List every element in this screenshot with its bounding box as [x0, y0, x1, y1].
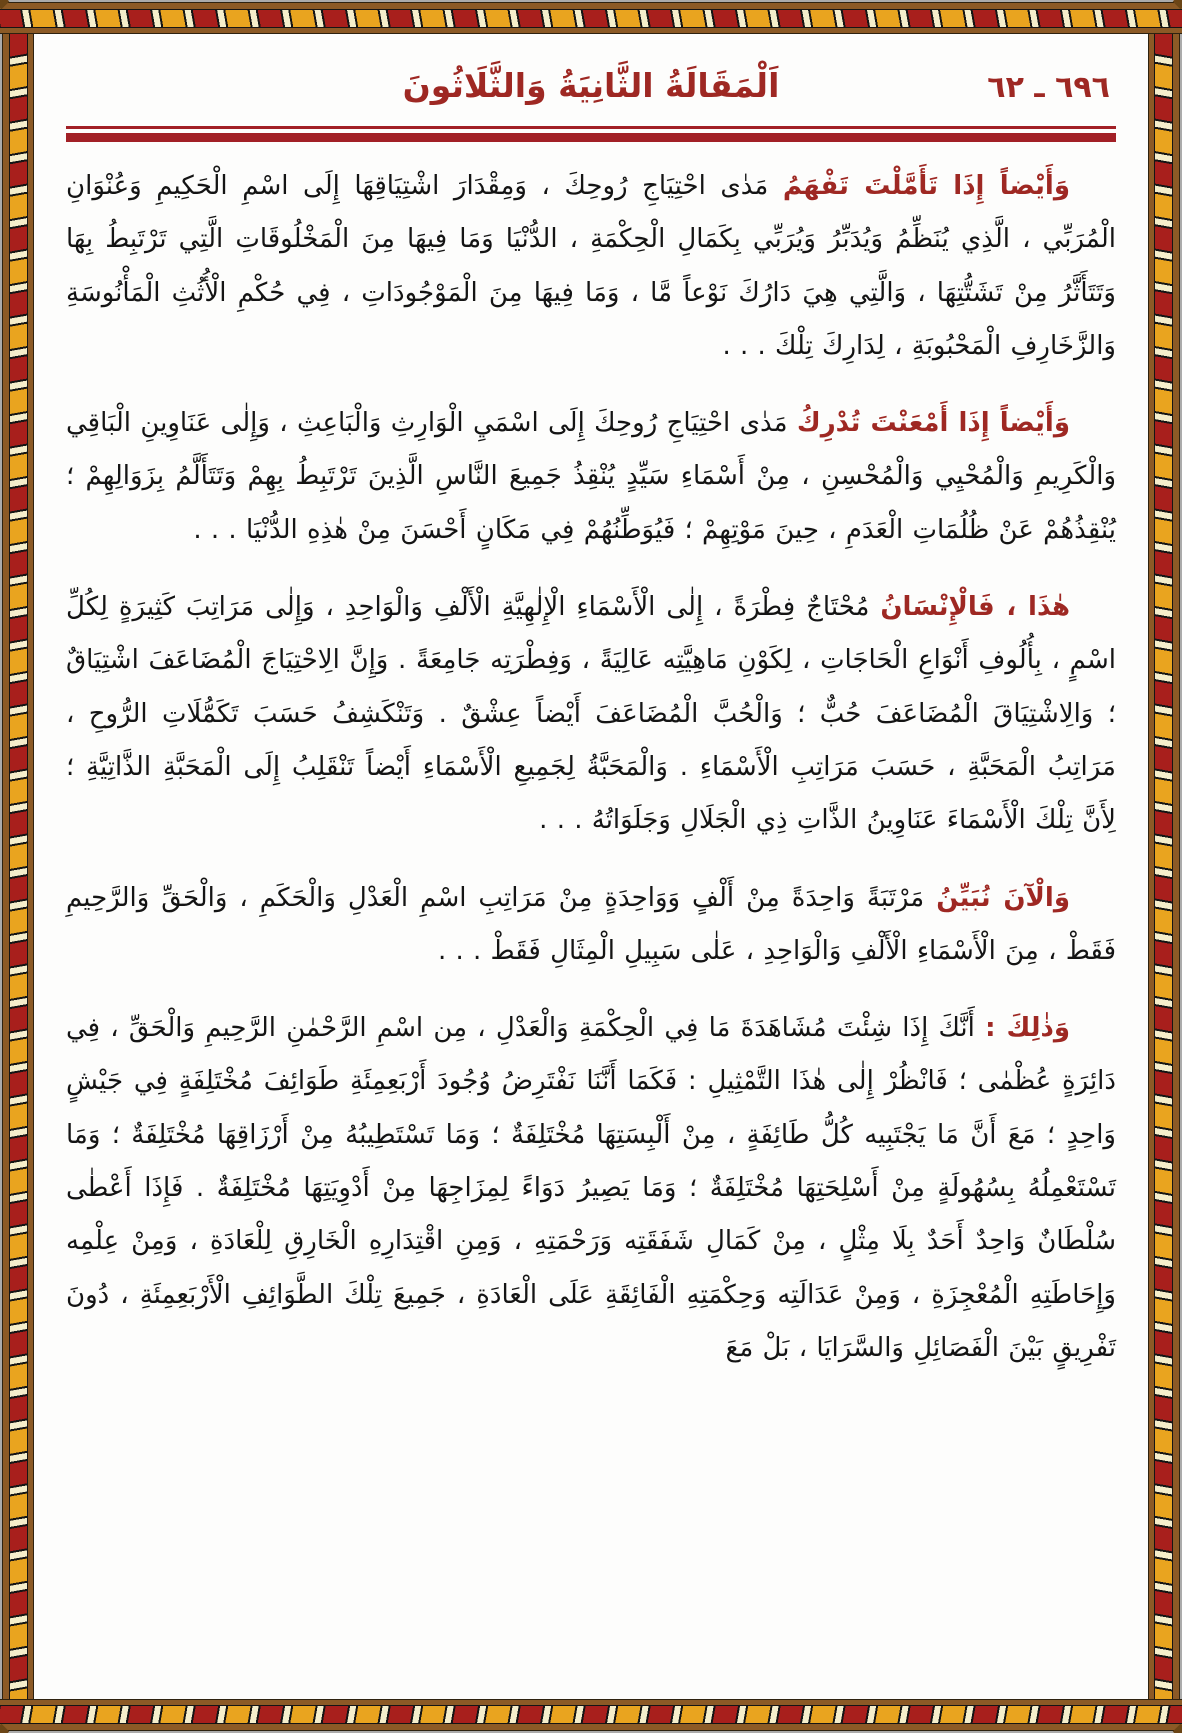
paragraph: [66, 872, 1116, 979]
ornamental-border-top: [0, 0, 1182, 34]
paragraph-body: مَدٰى احْتِيَاجِ رُوحِكَ ، وَمِقْدَارَ اشْتِيَاقِهَا إِلَى اسْمِ الْحَكِيمِ وَعُنْوَانِ الْمُرَبِّي ، الَّذِي يُنَظِّمُ وَيُدَبِّرُ وَيُرَبِّي بِكَمَالِ الْحِكْمَةِ ، الدُّنْيَا وَمَا فِيهَا مِنَ الْمَخْلُوقَاتِ الَّتِي تَرْتَبِطُ بِهَا وَتَتَأَثَّرُ مِنْ تَشَتُّتِهَا ، وَالَّتِي هِيَ دَارُكَ نَوْعاً مَّا ، وَمَا فِيهَا مِنَ الْمَوْجُودَاتِ ، فِي حُكْمِ الْأُثُثِ الْمَأْنُوسَةِ وَالزَّخَارِفِ الْمَحْبُوبَةِ ، لِدَارِكَ تِلْكَ . . .: [66, 171, 1116, 361]
paragraph: [66, 397, 1116, 557]
paragraph-body: مُحْتَاجٌ فِطْرَةً ، إِلٰى الْأَسْمَاءِ الْإِلٰهِيَّةِ الْأَلْفِ وَالْوَاحِدِ ، وَإِلٰى مَرَاتِبَ كَثِيرَةٍ لِكُلِّ اسْمٍ ، بِأُلُوفِ أَنْوَاعِ الْحَاجَاتِ ، لِكَوْنِ مَاهِيَّتِه عَالِيَةً ، وَفِطْرَتِه جَامِعَةً . وَإِنَّ الِاحْتِيَاجَ الْمُضَاعَفَ اشْتِيَاقٌ ؛ وَالِاشْتِيَاقَ الْمُضَاعَفَ حُبٌّ ؛ وَالْحُبَّ الْمُضَاعَفَ أَيْضاً عِشْقٌ . وَتَنْكَشِفُ حَسَبَ تَكَمُّلَاتِ الرُّوحِ ، مَرَاتِبُ الْمَحَبَّةِ ، حَسَبَ مَرَاتِبِ الْأَسْمَاءِ . وَالْمَحَبَّةُ لِجَمِيعِ الْأَسْمَاءِ أَيْضاً تَنْقَلِبُ إِلَى الْمَحَبَّةِ الذَّاتِيَّةِ ؛ لِأَنَّ تِلْكَ الْأَسْمَاءَ عَنَاوِينُ الذَّاتِ ذِي الْجَلَالِ وَجَلَوَاتُهُ . . .: [66, 592, 1116, 836]
header-double-rule: [66, 126, 1116, 142]
text-body: [66, 160, 1116, 1375]
paragraph: [66, 1002, 1116, 1375]
paragraph-lead-red: وَأَيْضاً إِذَا أَمْعَنْتَ تُدْرِكُ: [796, 408, 1070, 439]
paragraph-body: أَنَّكَ إِذَا شِئْتَ مُشَاهَدَةَ مَا فِي الْحِكْمَةِ وَالْعَدْلِ ، مِن اسْمِ الرَّحْمٰنِ الرَّحِيمِ وَالْحَقِّ ، فِي دَائِرَةٍ عُظْمٰى ؛ فَانْظُرْ إِلٰى هٰذَا التَّمْثِيلِ : فَكَمَا أَنَّنَا نَفْتَرِضُ وُجُودَ أَرْبَعِمِئَةِ طَوَائِفَ مُخْتَلِفَةٍ فِي جَيْشٍ وَاحِدٍ ؛ مَعَ أَنَّ مَا يَجْتَبِيه كُلُّ طَائِفَةٍ ، مِنْ أَلْبِسَتِهَا مُخْتَلِفَةٌ ؛ وَمَا تَسْتَطِيبُهُ مِنْ أَرْزَاقِهَا مُخْتَلِفَةٌ ؛ وَمَا تَسْتَعْمِلُهُ بِسُهُولَةٍ مِنْ أَسْلِحَتِهَا مُخْتَلِفَةٌ ؛ وَمَا يَصِيرُ دَوَاءً لِمِزَاجِهَا مِنْ أَدْوِيَتِهَا مُخْتَلِفَةٌ . فَإِذَا أَعْطٰى سُلْطَانٌ وَاحِدٌ أَحَدٌ بِلَا مِثْلٍ ، مِنْ كَمَالِ شَفَقَتِه وَرَحْمَتِهِ ، وَمِنِ اقْتِدَارِهِ الْخَارِقِ لِلْعَادَةِ ، وَمِنْ عِلْمِه وَإِحَاطَتِهِ الْمُعْجِزَةِ ، وَمِنْ عَدَالَتِه وَحِكْمَتِهِ الْفَائِقَةِ عَلَى الْعَادَةِ ، جَمِيعَ تِلْكَ الطَّوَائِفِ الْأَرْبَعِمِئَةِ ، دُونَ تَفْرِيقٍ بَيْنَ الْفَصَائِلِ وَالسَّرَايَا ، بَلْ مَعَ: [66, 1013, 1116, 1363]
paragraph-lead-red: وَالْآنَ نُبَيِّنُ: [936, 882, 1070, 913]
page-header: [66, 60, 1116, 124]
ornamental-border-right: [1148, 34, 1182, 1699]
page-title: اَلْمَقَالَةُ الثَّانِيَةُ وَالثَّلَاثُونَ: [402, 66, 780, 105]
ornamental-border-bottom: [0, 1699, 1182, 1733]
paragraph-body: مَدٰى احْتِيَاجِ رُوحِكَ إِلَى اسْمَيِ الْوَارِثِ وَالْبَاعِثِ ، وَإِلٰى عَنَاوِينِ الْبَاقِي وَالْكَرِيمِ وَالْمُحْيِي وَالْمُحْسِنِ ، مِنْ أَسْمَاءِ سَيِّدٍ يُنْقِذُ جَمِيعَ النَّاسِ الَّذِينَ تَرْتَبِطُ بِهِمْ وَتَتَأَلَّمُ بِزَوَالِهِمْ ؛ يُنْقِذُهُمْ عَنْ ظُلُمَاتِ الْعَدَمِ ، حِينَ مَوْتِهِمْ ؛ فَيُوَطِّنُهُمْ فِي مَكَانٍ أَحْسَنَ مِنْ هٰذِهِ الدُّنْيَا . . .: [66, 408, 1116, 545]
paragraph-body: مَرْتَبَةً وَاحِدَةً مِنْ أَلْفٍ وَوَاحِدَةٍ مِنْ مَرَاتِبِ اسْمِ الْعَدْلِ وَالْحَكَمِ ، وَالْحَقِّ وَالرَّحِيمِ فَقَطْ ، مِنَ الْأَسْمَاءِ الْأَلْفِ وَالْوَاحِدِ ، عَلٰى سَبِيلِ الْمِثَالِ فَقَطْ . . .: [66, 882, 1116, 966]
paragraph-lead-red: هٰذَا ، فَالْإِنْسَانُ: [880, 592, 1070, 623]
page-number: ٦٩٦ ـ ٦٢: [987, 70, 1110, 105]
paragraph-lead-red: وَذٰلِكَ :: [985, 1013, 1070, 1044]
ornamental-border-left: [0, 34, 34, 1699]
paragraph: [66, 581, 1116, 847]
paragraph-lead-red: وَأَيْضاً إِذَا تَأَمَّلْتَ تَفْهَمُ: [782, 171, 1071, 201]
page-content: [34, 34, 1148, 1699]
paragraph: [66, 160, 1116, 373]
